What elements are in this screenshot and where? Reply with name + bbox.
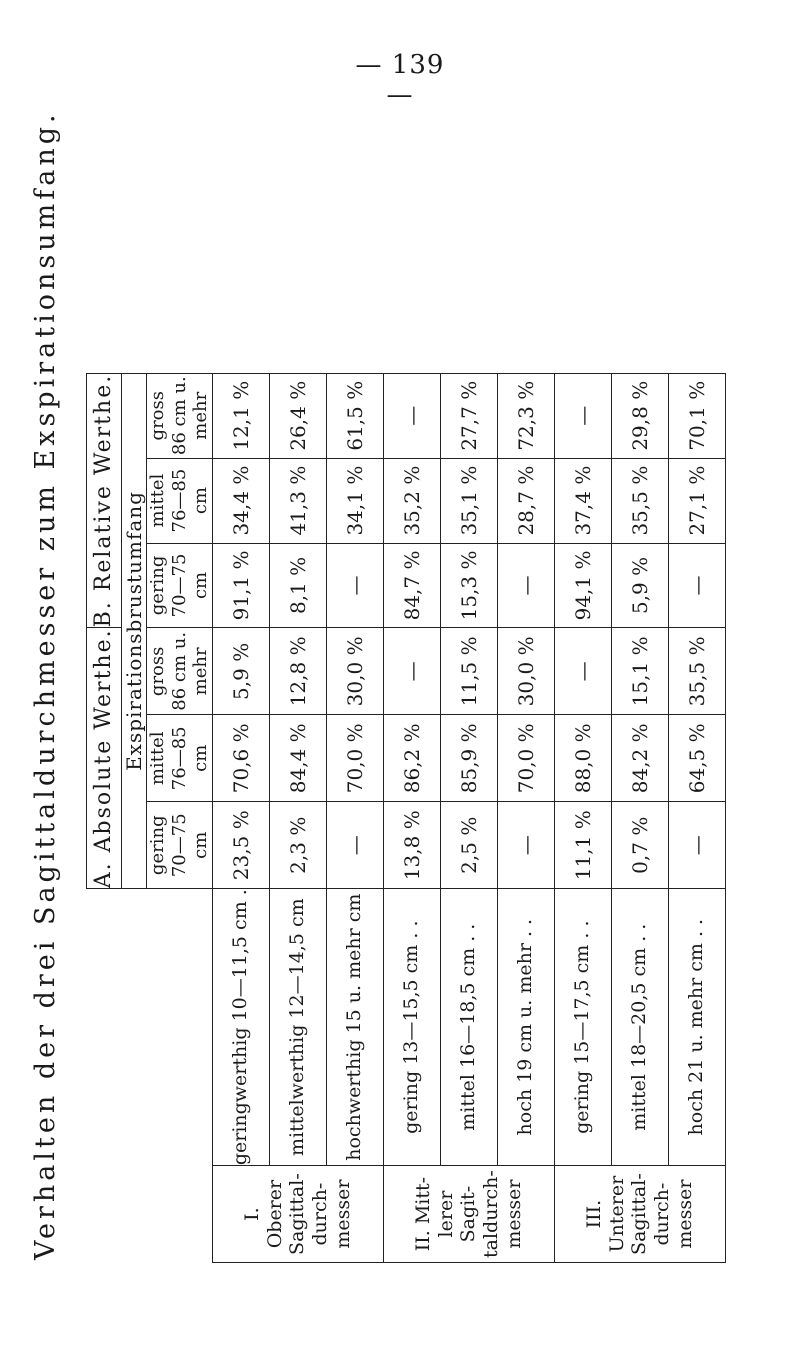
table-cell: 41,3 % bbox=[269, 458, 326, 543]
table-cell: — bbox=[383, 373, 440, 458]
table-cell: 37,4 % bbox=[554, 458, 611, 543]
table-cell: 84,7 % bbox=[383, 543, 440, 628]
table-row bbox=[212, 373, 269, 1262]
table-row bbox=[668, 373, 725, 1262]
table-cell: 84,4 % bbox=[269, 715, 326, 802]
table-cell: 11,5 % bbox=[440, 628, 497, 715]
table-cell: 30,0 % bbox=[497, 628, 554, 715]
row-label: gering 13—15,5 cm . . bbox=[383, 889, 440, 1166]
table-cell: 27,7 % bbox=[440, 373, 497, 458]
table-cell: 26,4 % bbox=[269, 373, 326, 458]
table-cell: 34,1 % bbox=[326, 458, 383, 543]
table-cell: — bbox=[497, 802, 554, 889]
column-header: gering 70—75 cm bbox=[147, 543, 213, 628]
table-cell: 34,4 % bbox=[212, 458, 269, 543]
table-cell: — bbox=[668, 802, 725, 889]
section-a-header: A. Absolute Werthe. bbox=[87, 628, 122, 889]
table-cell: 84,2 % bbox=[611, 715, 668, 802]
table-cell: — bbox=[668, 543, 725, 628]
table-cell: 8,1 % bbox=[269, 543, 326, 628]
table-cell: 13,8 % bbox=[383, 802, 440, 889]
table-row bbox=[326, 373, 383, 1262]
section-b-header: B. Relative Werthe. bbox=[87, 373, 122, 628]
table-cell: — bbox=[497, 543, 554, 628]
group-label-oberer: I. Oberer Sagittal- durch- messer bbox=[212, 1166, 383, 1263]
table-cell: 70,0 % bbox=[326, 715, 383, 802]
column-header: gross 86 cm u. mehr bbox=[147, 628, 213, 715]
column-header: gross 86 cm u. mehr bbox=[147, 373, 213, 458]
group-label-mittlerer: II. Mitt- lerer Sagit- taldurch- messer bbox=[383, 1166, 554, 1263]
section-header-row bbox=[87, 373, 122, 1262]
row-label: mittel 16—18,5 cm . . bbox=[440, 889, 497, 1166]
row-label: mittelwerthig 12—14,5 cm bbox=[269, 889, 326, 1166]
corner-cell bbox=[87, 889, 213, 1263]
table-cell: 12,1 % bbox=[212, 373, 269, 458]
table-cell: 11,1 % bbox=[554, 802, 611, 889]
table-cell: 2,5 % bbox=[440, 802, 497, 889]
table-cell: 30,0 % bbox=[326, 628, 383, 715]
table-cell: 28,7 % bbox=[497, 458, 554, 543]
row-label: hoch 19 cm u. mehr . . bbox=[497, 889, 554, 1166]
table-cell: 72,3 % bbox=[497, 373, 554, 458]
table-cell: 29,8 % bbox=[611, 373, 668, 458]
table-cell: 91,1 % bbox=[212, 543, 269, 628]
column-header: gering 70—75 cm bbox=[147, 802, 213, 889]
table-cell: 15,3 % bbox=[440, 543, 497, 628]
table-cell: 64,5 % bbox=[668, 715, 725, 802]
table-cell: 35,5 % bbox=[611, 458, 668, 543]
table-cell: — bbox=[326, 802, 383, 889]
table-cell: 35,1 % bbox=[440, 458, 497, 543]
table-cell: — bbox=[383, 628, 440, 715]
table-cell: 70,1 % bbox=[668, 373, 725, 458]
table-cell: 35,2 % bbox=[383, 458, 440, 543]
table-cell: 27,1 % bbox=[668, 458, 725, 543]
table-cell: 94,1 % bbox=[554, 543, 611, 628]
column-header: mittel 76—85 cm bbox=[147, 715, 213, 802]
data-table bbox=[86, 373, 726, 1263]
group-label-unterer: III. Unterer Sagittal- durch- messer bbox=[554, 1166, 725, 1263]
table-cell: 12,8 % bbox=[269, 628, 326, 715]
table-cell: 2,3 % bbox=[269, 802, 326, 889]
page-number: — 139 — bbox=[355, 50, 445, 110]
table-row bbox=[497, 373, 554, 1262]
row-label: geringwerthig 10—11,5 cm . bbox=[212, 889, 269, 1166]
table-row bbox=[383, 373, 440, 1262]
row-label: mittel 18—20,5 cm . . bbox=[611, 889, 668, 1166]
table-cell: 23,5 % bbox=[212, 802, 269, 889]
table-title: Verhalten der drei Sagittaldurchmesser zum Exspirationsumfang. bbox=[30, 110, 61, 1260]
column-header: mittel 76—85 cm bbox=[147, 458, 213, 543]
table-row bbox=[269, 373, 326, 1262]
table-cell: 85,9 % bbox=[440, 715, 497, 802]
table-row bbox=[440, 373, 497, 1262]
table-row bbox=[611, 373, 668, 1262]
table-cell: 35,5 % bbox=[668, 628, 725, 715]
table-cell: — bbox=[554, 628, 611, 715]
table-cell: 86,2 % bbox=[383, 715, 440, 802]
table-row bbox=[554, 373, 611, 1262]
row-label: hoch 21 u. mehr cm . . bbox=[668, 889, 725, 1166]
exspirationsbrustumfang-header: Exspirationsbrustumfang bbox=[122, 373, 147, 888]
table-cell: 5,9 % bbox=[212, 628, 269, 715]
table-cell: 61,5 % bbox=[326, 373, 383, 458]
row-label: hochwerthig 15 u. mehr cm bbox=[326, 889, 383, 1166]
table-cell: 0,7 % bbox=[611, 802, 668, 889]
table-cell: 70,6 % bbox=[212, 715, 269, 802]
table-cell: — bbox=[554, 373, 611, 458]
table-cell: 5,9 % bbox=[611, 543, 668, 628]
table-cell: 15,1 % bbox=[611, 628, 668, 715]
table-cell: 70,0 % bbox=[497, 715, 554, 802]
table-cell: 88,0 % bbox=[554, 715, 611, 802]
table-cell: — bbox=[326, 543, 383, 628]
row-label: gering 15—17,5 cm . . bbox=[554, 889, 611, 1166]
